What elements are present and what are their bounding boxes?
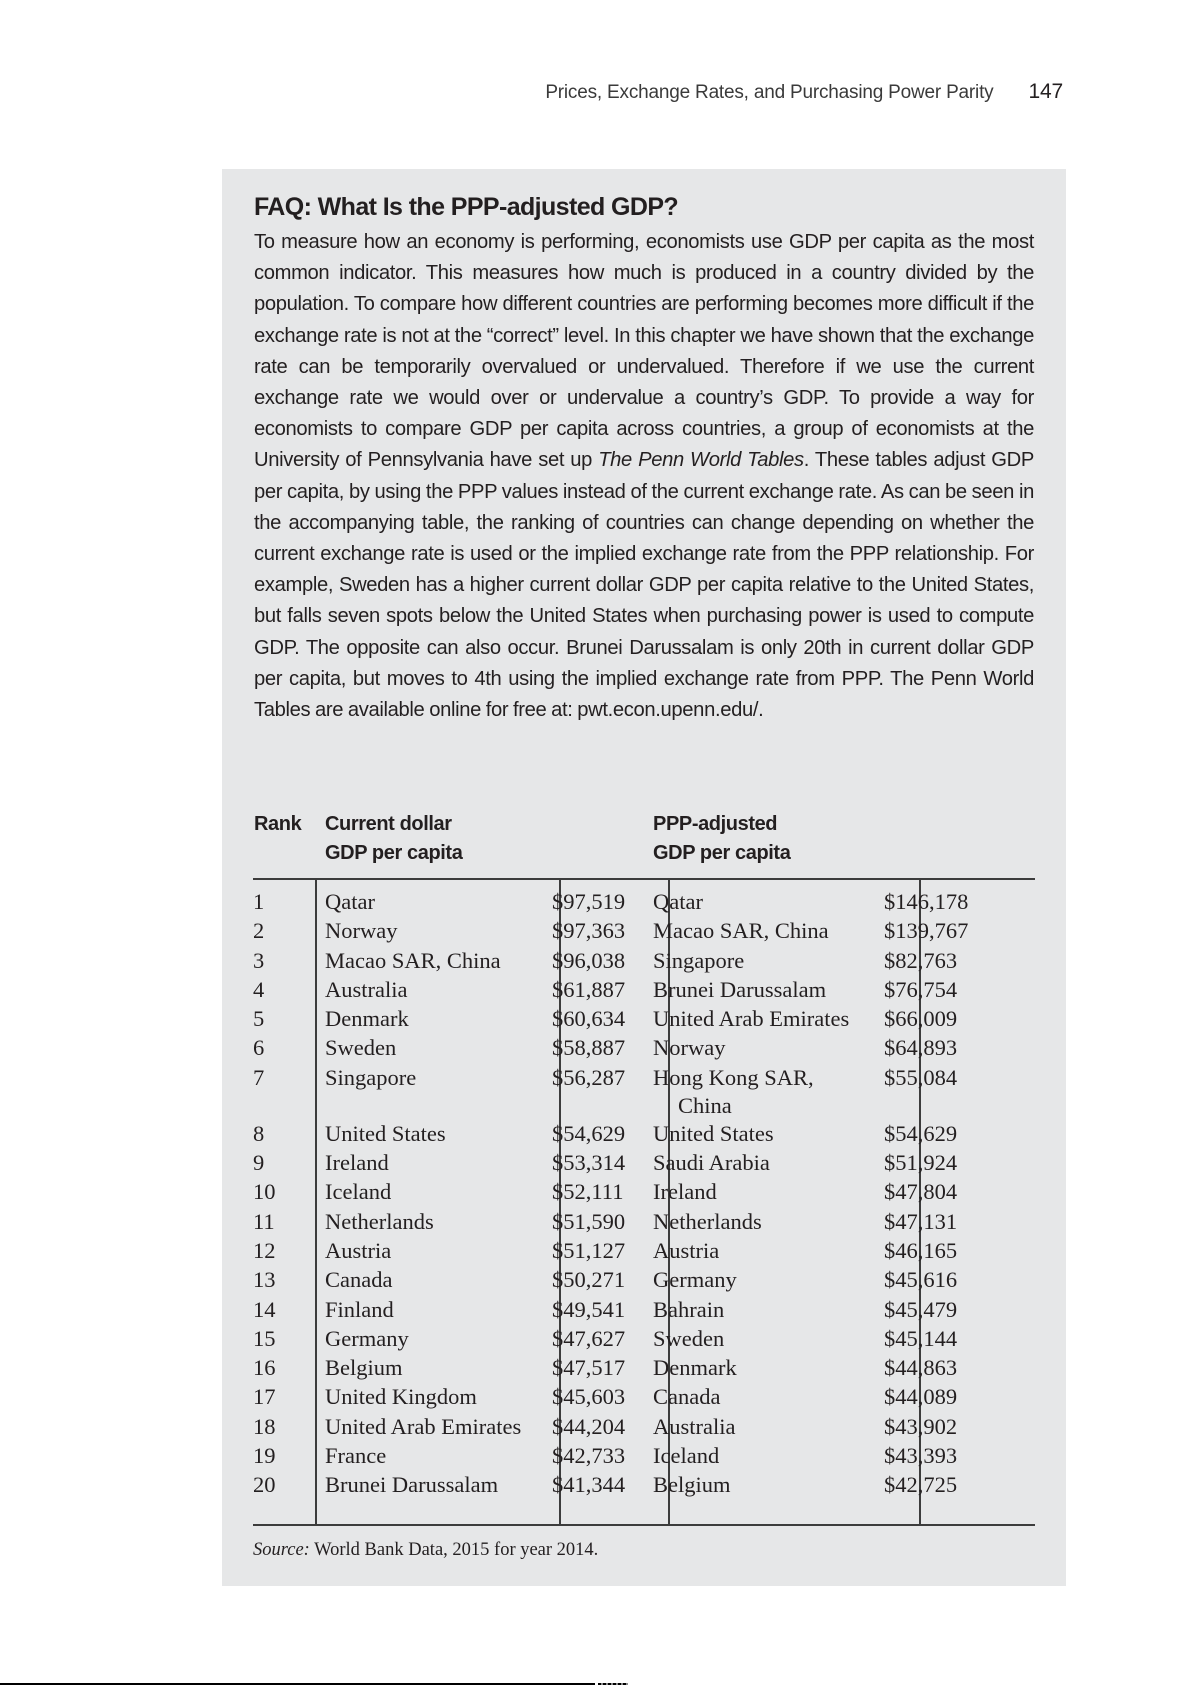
ppp-country-cell: United Arab Emirates bbox=[653, 1006, 850, 1032]
ppp-value-cell: $146,178 bbox=[884, 889, 969, 914]
table-row bbox=[253, 1382, 1035, 1411]
current-country-cell: Singapore bbox=[325, 1064, 417, 1090]
current-value-cell: $58,887 bbox=[552, 1035, 626, 1061]
current-value-cell: $53,314 bbox=[552, 1150, 626, 1176]
table-row bbox=[253, 916, 1035, 945]
ppp-country-cell: Norway bbox=[653, 1035, 726, 1061]
ppp-value-cell: $45,479 bbox=[884, 1296, 958, 1322]
ppp-country-cell: United States bbox=[653, 1120, 774, 1146]
ppp-country-line1: Hong Kong SAR, bbox=[653, 1064, 814, 1090]
header-ppp-gdp bbox=[653, 810, 790, 868]
current-country-cell: Macao SAR, China bbox=[325, 947, 501, 973]
current-country-cell: Denmark bbox=[325, 1006, 409, 1032]
header-ppp-line1: PPP-adjusted bbox=[653, 813, 778, 835]
rank-cell: 18 bbox=[253, 1413, 276, 1439]
ppp-country-cell: Ireland bbox=[653, 1179, 717, 1205]
faq-sidebar-box bbox=[222, 169, 1066, 1586]
current-value-cell: $41,344 bbox=[552, 1472, 626, 1498]
table-row bbox=[253, 1177, 1035, 1206]
rank-cell: 5 bbox=[253, 1006, 265, 1032]
header-current-line2: GDP per capita bbox=[325, 842, 463, 864]
ppp-country-line2: China bbox=[678, 1092, 732, 1118]
faq-title: FAQ: What Is the PPP-adjusted GDP? bbox=[254, 193, 679, 221]
current-value-cell: $51,590 bbox=[552, 1208, 626, 1234]
table-row bbox=[253, 1295, 1035, 1324]
ppp-country-cell: Iceland bbox=[653, 1443, 720, 1469]
table-row bbox=[253, 1063, 1035, 1119]
rank-cell: 9 bbox=[253, 1150, 265, 1176]
source-text: World Bank Data, 2015 for year 2014. bbox=[309, 1540, 599, 1560]
ppp-country-cell: Singapore bbox=[653, 947, 745, 973]
gdp-table-body bbox=[253, 887, 1035, 1500]
ppp-country-cell: Saudi Arabia bbox=[653, 1150, 770, 1176]
current-country-cell: Norway bbox=[325, 918, 398, 944]
ppp-country-cell: Belgium bbox=[653, 1472, 731, 1498]
ppp-country-cell: Australia bbox=[653, 1413, 736, 1439]
header-current-gdp bbox=[325, 810, 462, 868]
current-country-cell: Belgium bbox=[325, 1355, 403, 1381]
ppp-country-cell: Germany bbox=[653, 1267, 737, 1293]
rank-cell: 13 bbox=[253, 1267, 276, 1293]
table-row bbox=[253, 1004, 1035, 1033]
current-country-cell: Australia bbox=[325, 976, 408, 1002]
table-row bbox=[253, 975, 1035, 1004]
current-country-cell: Canada bbox=[325, 1267, 393, 1293]
rank-cell: 7 bbox=[253, 1064, 265, 1090]
source-label: Source: bbox=[253, 1540, 310, 1560]
current-country-cell: United Kingdom bbox=[325, 1384, 477, 1410]
current-value-cell: $54,629 bbox=[552, 1120, 626, 1146]
ppp-country-cell: Canada bbox=[653, 1384, 721, 1410]
table-row bbox=[253, 1470, 1035, 1499]
current-country-cell: Iceland bbox=[325, 1179, 392, 1205]
ppp-value-cell: $43,902 bbox=[884, 1413, 958, 1439]
ppp-country-cell bbox=[653, 1063, 814, 1119]
ppp-value-cell: $51,924 bbox=[884, 1150, 958, 1176]
ppp-value-cell: $45,144 bbox=[884, 1325, 958, 1351]
ppp-country-cell: Brunei Darussalam bbox=[653, 976, 827, 1002]
current-value-cell: $51,127 bbox=[552, 1237, 626, 1263]
current-value-cell: $42,733 bbox=[552, 1443, 626, 1469]
rank-cell: 20 bbox=[253, 1472, 276, 1498]
table-row bbox=[253, 1412, 1035, 1441]
current-country-cell: United States bbox=[325, 1120, 446, 1146]
current-country-cell: Netherlands bbox=[325, 1208, 434, 1234]
table-row bbox=[253, 887, 1035, 916]
current-country-cell: Qatar bbox=[325, 889, 375, 914]
rank-cell: 14 bbox=[253, 1296, 276, 1322]
table-row bbox=[253, 1148, 1035, 1177]
ppp-value-cell: $76,754 bbox=[884, 976, 958, 1002]
table-row bbox=[253, 1236, 1035, 1265]
rank-cell: 6 bbox=[253, 1035, 265, 1061]
table-row bbox=[253, 946, 1035, 975]
ppp-country-cell: Netherlands bbox=[653, 1208, 762, 1234]
running-head bbox=[545, 80, 1063, 104]
rank-cell: 16 bbox=[253, 1355, 276, 1381]
header-current-line1: Current dollar bbox=[325, 813, 452, 835]
current-value-cell: $97,363 bbox=[552, 918, 626, 944]
current-country-cell: Ireland bbox=[325, 1150, 389, 1176]
current-value-cell: $56,287 bbox=[552, 1064, 626, 1090]
current-country-cell: France bbox=[325, 1443, 387, 1469]
ppp-value-cell: $66,009 bbox=[884, 1006, 958, 1032]
table-row bbox=[253, 1441, 1035, 1470]
table-source-note bbox=[253, 1540, 598, 1561]
table-bottom-rule bbox=[253, 1524, 1035, 1526]
ppp-value-cell: $44,089 bbox=[884, 1384, 958, 1410]
table-row bbox=[253, 1207, 1035, 1236]
table-row bbox=[253, 1119, 1035, 1148]
rank-cell: 1 bbox=[253, 889, 265, 914]
current-value-cell: $44,204 bbox=[552, 1413, 626, 1439]
current-country-cell: Austria bbox=[325, 1237, 392, 1263]
penn-world-tables-title: The Penn World Tables bbox=[598, 449, 804, 472]
table-row bbox=[253, 1033, 1035, 1062]
running-head-title: Prices, Exchange Rates, and Purchasing Power Parity bbox=[545, 82, 994, 103]
ppp-value-cell: $47,804 bbox=[884, 1179, 958, 1205]
ppp-value-cell: $45,616 bbox=[884, 1267, 958, 1293]
ppp-country-cell: Denmark bbox=[653, 1355, 737, 1381]
current-value-cell: $61,887 bbox=[552, 976, 626, 1002]
table-top-rule bbox=[253, 878, 1035, 880]
ppp-value-cell: $54,629 bbox=[884, 1120, 958, 1146]
ppp-value-cell: $44,863 bbox=[884, 1355, 958, 1381]
rank-cell: 12 bbox=[253, 1237, 276, 1263]
ppp-value-cell: $64,893 bbox=[884, 1035, 958, 1061]
current-country-cell: Brunei Darussalam bbox=[325, 1472, 499, 1498]
current-value-cell: $96,038 bbox=[552, 947, 626, 973]
faq-text-part2: . These tables adjust GDP per capita, by using the PPP values instead of the current exchange rate. As can be seen in the accompanying table, the ranking of countries can change depending on whether the current exchange rate is used or the implied exchange rate from the PPP relationship. For example, Sweden has a higher current dollar GDP per capita relative to the United States, but falls seven spots below the United States when purchasing power is used to compute GDP. The opposite can also occur. Brunei Darussalam is only 20th in current dollar GDP per capita, but moves to 4th using the implied exchange rate from PPP. The Penn World Tables are available online for free at: pwt.econ.upenn.edu/. bbox=[254, 449, 1034, 722]
table-row bbox=[253, 1353, 1035, 1382]
rank-cell: 8 bbox=[253, 1120, 265, 1146]
header-rank: Rank bbox=[254, 813, 302, 835]
current-value-cell: $49,541 bbox=[552, 1296, 626, 1322]
faq-text-part1: To measure how an economy is performing, economists use GDP per capita as the most common indicator. This measures how much is produced in a country divided by the population. To compare how different countries are performing becomes more difficult if the exchange rate is not at the “correct” level. In this chapter we have shown that the exchange rate can be temporarily overvalued or undervalued. Therefore if we use the current exchange rate we would over or undervalue a country’s GDP. To provide a way for economists to compare GDP per capita across countries, a group of economists at the University of Pennsylvania have set up bbox=[254, 231, 1034, 472]
faq-body bbox=[254, 227, 1034, 726]
current-value-cell: $47,627 bbox=[552, 1325, 626, 1351]
current-value-cell: $50,271 bbox=[552, 1267, 626, 1293]
ppp-value-cell: $82,763 bbox=[884, 947, 958, 973]
ppp-value-cell: $42,725 bbox=[884, 1472, 958, 1498]
ppp-value-cell: $55,084 bbox=[884, 1064, 958, 1090]
table-row bbox=[253, 1324, 1035, 1353]
current-value-cell: $47,517 bbox=[552, 1355, 626, 1381]
rank-cell: 2 bbox=[253, 918, 265, 944]
page-number: 147 bbox=[1028, 80, 1063, 103]
header-ppp-line2: GDP per capita bbox=[653, 842, 791, 864]
faq-paragraph bbox=[254, 227, 1034, 726]
current-country-cell: Germany bbox=[325, 1325, 409, 1351]
ppp-country-cell: Bahrain bbox=[653, 1296, 725, 1322]
ppp-value-cell: $139,767 bbox=[884, 918, 969, 944]
rank-cell: 3 bbox=[253, 947, 265, 973]
table-row bbox=[253, 1265, 1035, 1294]
rank-cell: 19 bbox=[253, 1443, 276, 1469]
ppp-value-cell: $46,165 bbox=[884, 1237, 958, 1263]
current-country-cell: Finland bbox=[325, 1296, 394, 1322]
current-value-cell: $45,603 bbox=[552, 1384, 626, 1410]
ppp-country-cell: Macao SAR, China bbox=[653, 918, 829, 944]
rank-cell: 15 bbox=[253, 1325, 276, 1351]
ppp-country-cell: Austria bbox=[653, 1237, 720, 1263]
ppp-value-cell: $47,131 bbox=[884, 1208, 958, 1234]
current-country-cell: United Arab Emirates bbox=[325, 1413, 522, 1439]
rank-cell: 17 bbox=[253, 1384, 276, 1410]
rank-cell: 11 bbox=[253, 1208, 275, 1234]
ppp-country-cell: Sweden bbox=[653, 1325, 725, 1351]
current-country-cell: Sweden bbox=[325, 1035, 397, 1061]
ppp-country-cell: Qatar bbox=[653, 889, 703, 914]
ppp-value-cell: $43,393 bbox=[884, 1443, 958, 1469]
rank-cell: 4 bbox=[253, 976, 265, 1002]
current-value-cell: $52,111 bbox=[552, 1179, 624, 1205]
current-value-cell: $97,519 bbox=[552, 889, 626, 914]
rank-cell: 10 bbox=[253, 1179, 276, 1205]
current-value-cell: $60,634 bbox=[552, 1006, 626, 1032]
